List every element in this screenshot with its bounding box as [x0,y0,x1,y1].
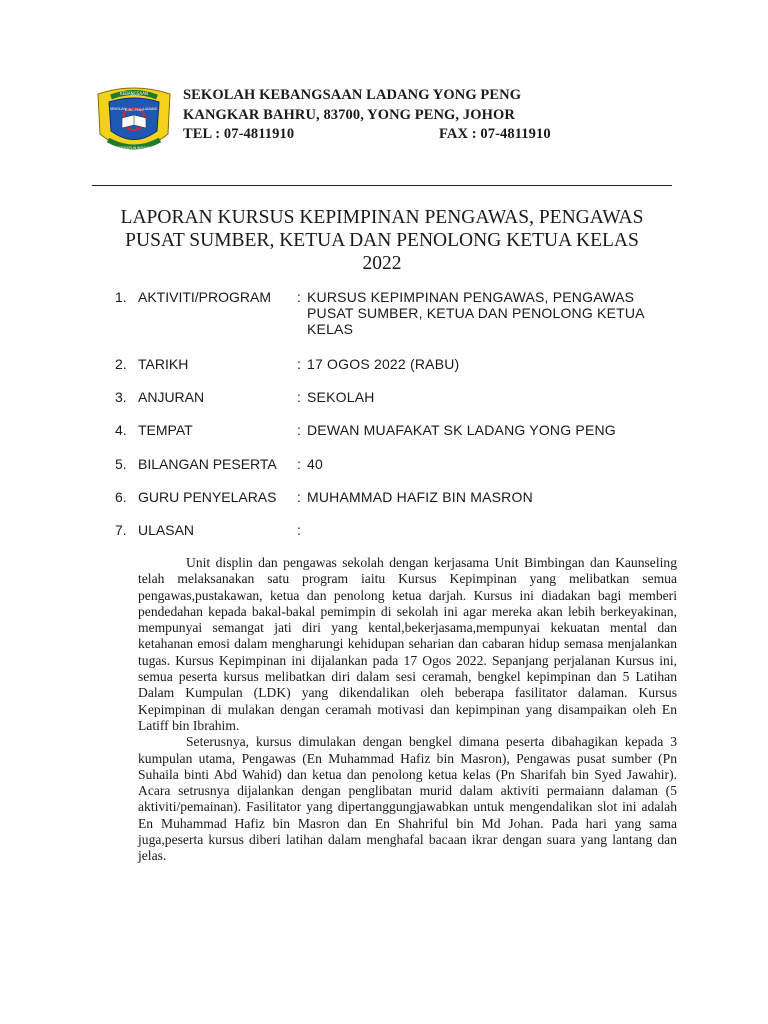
letterhead-divider [92,185,672,186]
report-title [92,206,672,275]
item-value: KURSUS KEPIMPINAN PENGAWAS, PENGAWAS PUSAT SUMBER, KETUA DAN PENOLONG KETUA KELAS [307,289,644,337]
item-value: MUHAMMAD HAFIZ BIN MASRON [307,489,533,505]
school-name: SEKOLAH KEBANGSAAN LADANG YONG PENG [183,87,522,103]
item-label: TEMPAT [138,422,193,438]
detail-item-participants [115,456,675,476]
crest-mid-right-text: LADANG [142,107,158,111]
school-crest-logo [94,84,174,160]
item-number: 5. [115,456,127,472]
detail-item-program [115,289,675,337]
item-colon: : [297,522,301,538]
review-body [138,555,677,865]
item-label: AKTIVITI/PROGRAM [138,289,272,305]
item-label: TARIKH [138,356,189,372]
item-colon: : [297,422,301,438]
fax: FAX : 07-4811910 [439,126,551,142]
item-number: 3. [115,389,127,405]
item-label: BILANGAN PESERTA [138,456,277,472]
report-title-line-3: 2022 [362,253,402,274]
crest-motto-text: BERDISIPLIN BERILMU [116,146,152,150]
item-colon: : [297,489,301,505]
item-number: 6. [115,489,127,505]
report-title-line-1: LAPORAN KURSUS KEPIMPINAN PENGAWAS, PENGAWAS [120,207,644,228]
review-paragraph-2: Seterusnya, kursus dimulakan dengan bengkel dimana peserta dibahagikan kepada 3 kumpulan utama, Pengawas (En Muhammad Hafiz bin Masron), Pengawas pusat sumber (Pn Suhaila binti Abd Wahid) dan ketua dan penolong ketua kelas (Pn Sharifah bin Syed Jawahir). Acara setrusnya dijalankan dengan penglibatan murid dalam aktiviti permaiann dalaman (5 aktiviti/pemainan). Fasilitator yang dipertanggungjawabkan untuk mengendalikan slot ini adalah En Muhammad Hafiz bin Masron dan En Shahriful bin Md Johan. Pada hari yang sama juga,peserta kursus diberi latihan dalam menghafal bacaan ikrar dengan suara yang lantang dan jelas. [138,734,677,864]
item-colon: : [297,289,301,305]
item-number: 2. [115,356,127,372]
item-value: DEWAN MUAFAKAT SK LADANG YONG PENG [307,422,616,438]
detail-item-coordinator [115,489,675,509]
item-colon: : [297,389,301,405]
item-value: 17 OGOS 2022 (RABU) [307,356,460,372]
detail-item-date [115,356,675,376]
contact-row [183,125,551,145]
detail-item-organizer [115,389,675,409]
review-paragraph-1: Unit displin dan pengawas sekolah dengan kerjasama Unit Bimbingan dan Kaunseling telah melaksanakan satu program iaitu Kursus Kepimpinan yang melibatkan semua pengawas,pustakawan, ketua dan penolong ketua darjah. Kursus ini diadakan bagi memberi pendedahan kepada bakal-bakal pemimpin di sekolah ini agar mereka akan lebih berkeyakinan, mempunyai semangat jati diri yang kental,bekerjasama,mempunyai kekuatan mental dan ketahanan emosi dalam mengharungi kehidupan seharian dan cabaran hidup semasa menjalankan tugas. Kursus Kepimpinan ini dijalankan pada 17 Ogos 2022. Sepanjang perjalanan Kursus ini, semua peserta kursus melibatkan diri dalam sesi ceramah, bengkel kepimpinan dan 5 Latihan Dalam Kumpulan (LDK) yang dikendalikan oleh beberapa fasilitator dalaman. Kursus Kepimpinan di mulakan dengan ceramah motivasi dan kepimpinan yang disampaikan oleh En Latiff bin Ibrahim. [138,555,677,733]
item-number: 4. [115,422,127,438]
detail-item-venue [115,422,675,442]
report-title-line-2: PUSAT SUMBER, KETUA DAN PENOLONG KETUA KELAS [125,230,639,251]
item-label: ANJURAN [138,389,205,405]
item-number: 7. [115,522,127,538]
item-label: GURU PENYELARAS [138,489,277,505]
crest-book-text: YONG PENG [124,108,144,112]
item-colon: : [297,356,301,372]
item-value: SEKOLAH [307,389,375,405]
item-colon: : [297,456,301,472]
detail-item-review [115,522,675,542]
item-label: ULASAN [138,522,195,538]
crest-top-text: KEBANGSAAN [120,91,148,96]
item-value: 40 [307,456,323,472]
letterhead [183,86,551,145]
school-address: KANGKAR BAHRU, 83700, YONG PENG, JOHOR [183,106,515,123]
crest-mid-left-text: SEKOLAH [109,107,127,111]
telephone: TEL : 07-4811910 [183,126,295,142]
item-number: 1. [115,289,127,305]
